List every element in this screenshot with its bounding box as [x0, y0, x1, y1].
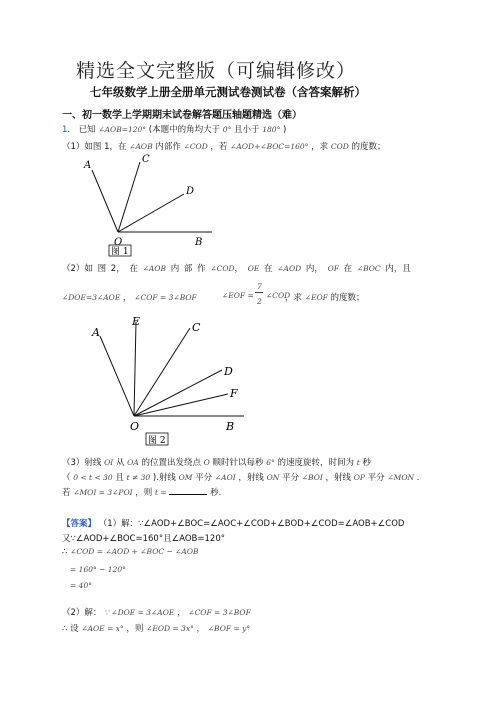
p3-l3-end: 秒. — [210, 488, 222, 498]
ray-oa — [92, 170, 118, 232]
frac-den: 2 — [257, 297, 262, 306]
p2-math-eof: ∠EOF — [304, 293, 328, 302]
p1-ask: ，求 — [311, 142, 329, 152]
a1-therefore: ∴ — [62, 547, 68, 557]
section-heading: 一、初一数学上学期期末试卷解答题压轴题精选（难） — [62, 110, 302, 121]
frac-num: 7 — [257, 282, 262, 291]
p3-l2g: 平分 — [367, 473, 385, 483]
label-a: A — [92, 326, 100, 339]
p2-nei: 内， — [305, 264, 323, 274]
ray-oc — [134, 328, 190, 416]
p3-math-t-eq: t = — [154, 488, 167, 497]
p3-and: 且 — [115, 473, 124, 483]
label-c: C — [142, 154, 150, 165]
p3-math-om: OM — [178, 473, 193, 482]
p3-l2c: 平分 — [195, 473, 213, 483]
figure-1 — [80, 152, 220, 257]
p2-in: 在 — [264, 264, 273, 274]
p3-math-range: 0 < t < 30 — [73, 473, 113, 482]
label-b: B — [226, 420, 235, 433]
p3-d: 的速度旋转，时间为 — [277, 458, 354, 468]
a2-pre: （2）解： — [62, 608, 102, 618]
p3-math-mon: ∠MON — [387, 473, 415, 482]
document-subtitle: 七年级数学上册全册单元测试卷测试卷（含答案解析） — [90, 85, 366, 99]
answer-2-line2 — [62, 622, 250, 634]
p2-in2: 在 — [343, 264, 353, 274]
p3-b: 的位置出发绕点 — [141, 458, 201, 468]
a2-math-bof: ∠BOF = y° — [207, 624, 251, 633]
answer-blank[interactable] — [169, 486, 207, 495]
answer-1-line5: = 40° — [70, 581, 92, 590]
intro-text: 已知 — [78, 125, 96, 135]
answer-tag: 【答案】 — [62, 519, 97, 529]
p2-end2: 的度数； — [330, 293, 365, 303]
p3-math-boi: ∠BOI — [301, 473, 323, 482]
frac-pre: ∠EOF = — [222, 291, 254, 300]
p3-l2b: ).射线 — [152, 473, 176, 483]
p1-math-aob: ∠AOB — [129, 142, 153, 151]
p3-from: 从 — [115, 458, 125, 468]
figure-2 — [82, 312, 252, 447]
p2-math-oe: OE — [247, 264, 260, 273]
p3-math-on: ON — [266, 473, 280, 482]
a2-then: ，则 — [126, 624, 144, 634]
p2-math-boc: ∠BOC — [356, 264, 381, 273]
label-e: E — [132, 315, 141, 328]
part2-line2 — [62, 291, 197, 303]
part2-line1: （2）如 图 2， 在 ∠AOB 内 部 作 ∠COD， OE 在 ∠AOD 内， OF 在 ∠BOC 内，且 — [62, 264, 411, 274]
p2-math-aod: ∠AOD — [277, 264, 302, 273]
intro-zero: 0° — [222, 125, 232, 134]
p3-math-op: OP — [353, 473, 365, 482]
a2-sep2: ， — [196, 624, 206, 634]
a2-math-aoe: ∠AOE = x° — [81, 624, 124, 633]
figure-1-caption: 图 1 — [111, 247, 129, 257]
label-a: A — [84, 160, 92, 171]
a1-math: ∠COD = ∠AOD + ∠BOC − ∠AOB — [70, 547, 199, 556]
p3-e: 秒 — [362, 458, 371, 468]
a2-math-cof: ∠COF = 3∠BOF — [188, 608, 251, 617]
label-f: F — [230, 387, 238, 400]
p1-if: ，若 — [210, 142, 228, 152]
a2-math-eod: ∠EOD = 3x° — [146, 624, 194, 633]
p1-mid: 内部作 — [155, 142, 181, 152]
a2-sep: ， — [177, 608, 186, 618]
figure-2-caption: 图 2 — [148, 436, 166, 446]
p3-l2f: ，射线 — [325, 473, 352, 483]
page-title: 精选全文完整版（可编辑修改） — [76, 60, 357, 82]
p3-math-oa: OA — [127, 458, 139, 467]
question-number: 1． — [62, 125, 76, 135]
label-o: O — [130, 420, 140, 433]
p2-ask: ，求 — [285, 293, 303, 303]
answer-1-line1: （1）解：∵∠AOD+∠BOC=∠AOC+∠COD+∠BOD+∠COD=∠AOB+∠COD — [98, 519, 405, 529]
p2-math-aob: ∠AOB — [142, 264, 167, 273]
p2-pre: （2）如 图 2， 在 — [62, 264, 138, 274]
part1-text — [62, 140, 386, 152]
p3-math-t: t — [356, 458, 360, 467]
p1-math-cond: ∠AOD+∠BOC=160° — [230, 142, 309, 151]
p3-math-o: O — [203, 458, 210, 467]
p3-math-6deg: 6° — [266, 458, 275, 467]
part3-line1 — [62, 456, 371, 468]
label-d: D — [186, 186, 195, 197]
p3-l2d: ，射线 — [238, 473, 264, 483]
answer-2-line1 — [62, 606, 251, 618]
p1-end: 的度数； — [351, 142, 386, 152]
p3-math-aoi: ∠AOI — [214, 473, 236, 482]
intro-math: ∠AOB=120° — [98, 125, 147, 134]
intro-and: 且小于 — [234, 125, 260, 135]
p2-end: 内，且 — [385, 264, 411, 274]
part3-line2 — [62, 471, 419, 483]
p3-math-neq: t ≠ 30 — [126, 473, 151, 482]
p3-l3-pre: 若 — [62, 488, 71, 498]
p2-math-of: OF — [327, 264, 339, 273]
intro-end: ) — [283, 125, 287, 135]
p1-math-cod: ∠COD — [183, 142, 208, 151]
intro-180: 180° — [262, 125, 281, 134]
part2-line2-end — [285, 291, 365, 303]
ray-oe — [134, 322, 136, 416]
intro-note: (本题中的角均大于 — [148, 125, 221, 135]
ray-oa — [100, 336, 134, 416]
p3-l3-mid: ，则 — [135, 488, 153, 498]
p2-math-doe: ∠DOE=3∠AOE — [62, 293, 121, 302]
part3-line3 — [62, 486, 221, 498]
answer-1-line2: 又∵∠AOD+∠BOC=160°且∠AOB=120° — [62, 534, 225, 544]
p3-c: 顺时针以每秒 — [212, 458, 264, 468]
ray-od — [134, 370, 222, 416]
p3-l2-end: . — [416, 473, 420, 483]
p1-math-target: COD — [330, 142, 349, 151]
label-c: C — [192, 321, 201, 334]
p3-open: （ — [62, 473, 71, 483]
a2-let: ∴ 设 — [62, 624, 79, 634]
p3-math-moi: ∠MOI = 3∠POI — [73, 488, 133, 497]
p2-math-cof: ∠COF = 3∠BOF — [134, 293, 197, 302]
label-b: B — [195, 237, 203, 248]
answer-1-line4: = 160° − 120° — [70, 565, 126, 574]
p3-l2e: 平分 — [282, 473, 300, 483]
label-o: O — [114, 237, 123, 248]
frac-post: ∠COD — [266, 291, 291, 300]
p3-pre: （3）射线 — [62, 458, 102, 468]
label-d: D — [224, 365, 233, 378]
p2-mid: 内 部 作 — [170, 264, 206, 274]
p3-math-oi: OI — [104, 458, 114, 467]
a2-math-doe: ∵ ∠DOE = 3∠AOE — [104, 608, 175, 617]
ray-of — [134, 394, 228, 416]
p2-sep: ， — [123, 293, 132, 303]
p2-math-cod: ∠COD — [210, 264, 235, 273]
p1-pre: （1）如图 1，在 — [62, 142, 127, 152]
answer-1-line3 — [62, 547, 199, 557]
frac-bar — [255, 292, 263, 293]
question-intro — [62, 123, 286, 135]
answer-line1 — [62, 517, 404, 529]
